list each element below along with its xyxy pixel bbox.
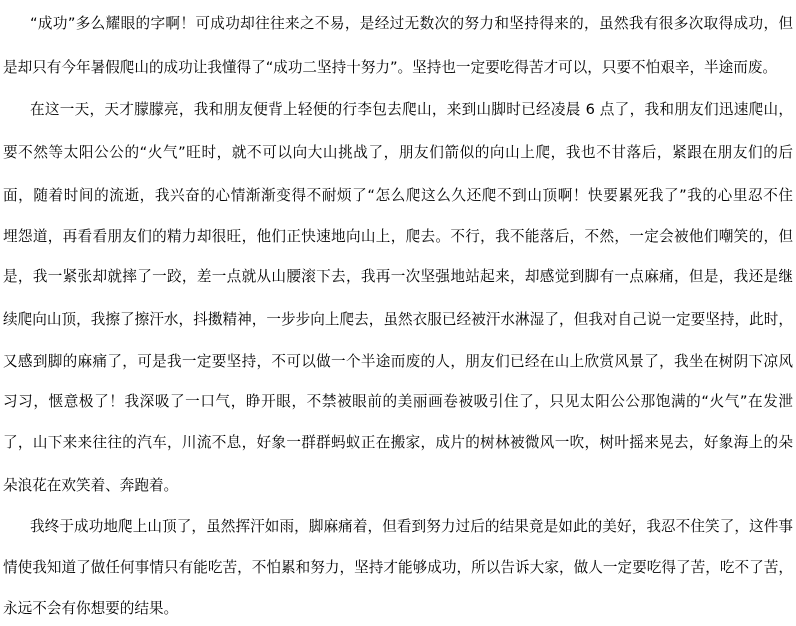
paragraph-2-line-4: 埋怨道，再看看朋友们的精力却很旺，他们正快速地向山上，爬去。不行，我不能落后，不然，一定会被他们嘲笑的，但 [3,228,793,245]
paragraph-3-line-2: 情使我知道了做任何事情只有能吃苦，不怕累和努力，坚持才能够成功，所以告诉大家，做人一定要吃得了苦，吃不了苦， [3,559,793,576]
paragraph-2-line-5: 是，我一紧张却就摔了一跤，差一点就从山腰滚下去，我再一次坚强地站起来，却感觉到脚有一点麻痛，但是，我还是继 [3,268,793,285]
paragraph-3-line-3: 永远不会有你想要的结果。 [3,600,179,617]
paragraph-2-line-3: 面，随着时间的流逝，我兴奋的心情渐渐变得不耐烦了“怎么爬这么久还爬不到山顶啊！快要累死我了”我的心里忍不住 [3,187,793,204]
paragraph-1-line-2: 是却只有今年暑假爬山的成功让我懂得了“成功二坚持十努力”。坚持也一定要吃得苦才可以，只要不怕艰辛，半途而废。 [3,59,778,76]
paragraph-1-line-1: “成功”多么耀眼的字啊！可成功却往往来之不易，是经过无数次的努力和坚持得来的，虽然我有很多次取得成功，但 [30,15,793,32]
paragraph-2-line-1: 在这一天，天才朦朦亮，我和朋友便背上轻便的行李包去爬山，来到山脚时已经凌晨 6 点了，我和朋友们迅速爬山， [30,101,793,118]
paragraph-3-line-1: 我终于成功地爬上山顶了，虽然挥汗如雨，脚麻痛着，但看到努力过后的结果竟是如此的美好，我忍不住笑了，这件事 [30,518,793,535]
paragraph-2-line-10: 朵浪花在欢笑着、奔跑着。 [3,477,179,494]
paragraph-2-line-2: 要不然等太阳公公的“火气”旺时，就不可以向大山挑战了，朋友们箭似的向山上爬，我也不甘落后，紧跟在朋友们的后 [3,144,793,161]
paragraph-2-line-9: 了，山下来来往往的汽车，川流不息，好象一群群蚂蚁正在搬家，成片的树林被微风一吹，树叶摇来晃去，好象海上的朵 [3,434,793,451]
paragraph-2-line-8: 习习，惬意极了！我深吸了一口气，睁开眼，不禁被眼前的美丽画卷被吸引住了，只见太阳公公那饱满的“火气”在发泄 [3,393,793,410]
paragraph-2-line-6: 续爬向山顶，我擦了擦汗水，抖擞精神，一步步向上爬去，虽然衣服已经被汗水淋湿了，但我对自己说一定要坚持，此时， [3,311,793,328]
paragraph-2-line-7: 又感到脚的麻痛了，可是我一定要坚持，不可以做一个半途而废的人，朋友们已经在山上欣赏风景了，我坐在树阴下凉风 [3,353,793,370]
